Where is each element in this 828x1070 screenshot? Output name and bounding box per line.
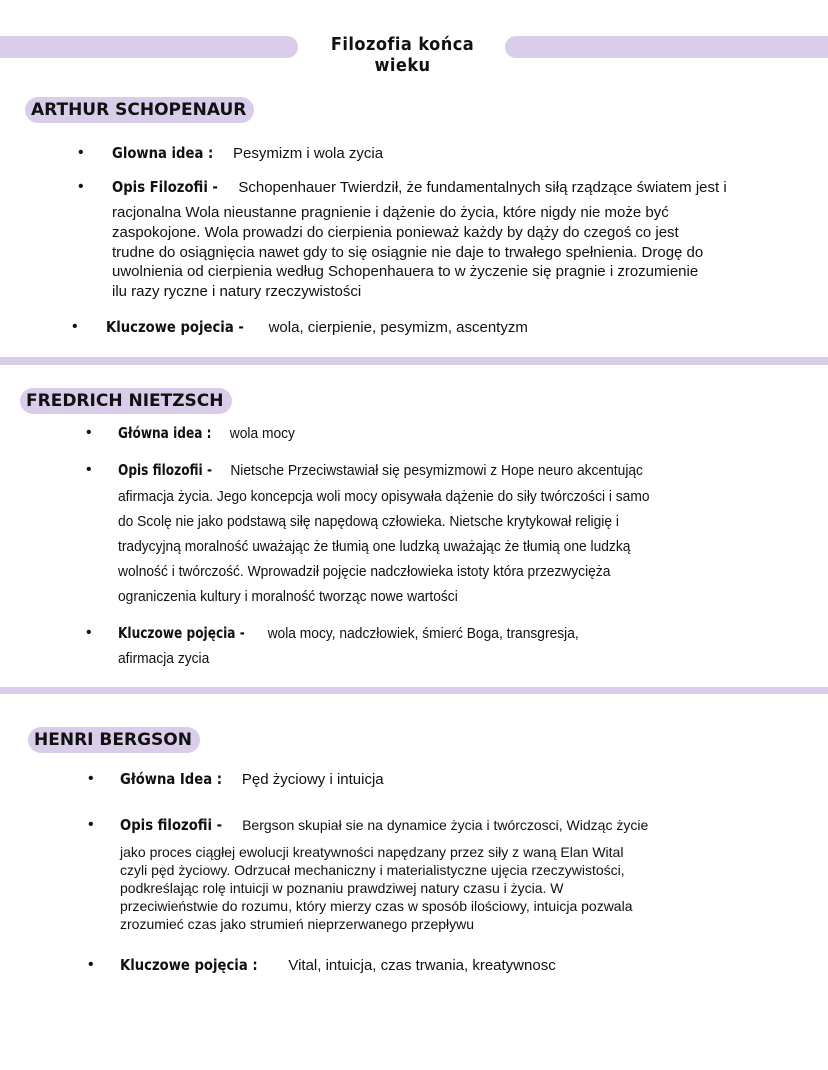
- main-idea: [120, 770, 384, 789]
- description-line: afirmacja życia. Jego koncepcja woli mocy opisywała dążenie do siły twórczości i samo: [118, 488, 650, 505]
- bullet: •: [88, 816, 94, 833]
- main-idea: [112, 144, 383, 163]
- description-label: Opis filozofii -: [120, 816, 223, 834]
- main-idea-label: Glowna idea :: [112, 144, 214, 162]
- bullet: •: [88, 956, 94, 973]
- section-heading: HENRI BERGSON: [28, 727, 200, 753]
- bullet: •: [86, 461, 92, 478]
- title-bar-left: [0, 36, 298, 58]
- key-concepts-text: wola mocy, nadczłowiek, śmierć Boga, transgresja,: [267, 625, 579, 642]
- key-concepts-text: wola, cierpienie, pesymizm, ascentyzm: [268, 319, 528, 336]
- description-line: jako proces ciągłej ewolucji kreatywności napędzany przez siły z waną Elan Wital: [120, 844, 624, 860]
- key-concepts-label: Kluczowe pojęcia :: [120, 956, 258, 974]
- description-line: trudne do osiągnięcia nawet gdy to się osiągnie nie daje to trwałego spełnienia. Drogę do: [112, 244, 704, 261]
- description-line: wolność i twórczość. Wprowadził pojęcie nadczłowieka istoty która przezwycięża: [118, 563, 611, 580]
- description-line: czyli pęd życiowy. Odrzucał mechaniczny i materialistyczne ujęcia rzeczywistości,: [120, 862, 625, 878]
- key-concepts: [106, 318, 528, 337]
- main-idea-value: Pesymizm i wola zycia: [233, 145, 384, 162]
- main-idea: [118, 424, 295, 443]
- description-line: ograniczenia kultury i moralność tworząc nowe wartości: [118, 588, 458, 605]
- description-first-line: [118, 461, 643, 480]
- bullet: •: [86, 424, 92, 441]
- bullet: •: [78, 144, 84, 161]
- description-line: zaspokojone. Wola prowadzi do cierpienia ponieważ każdy by dąży do czegoś co jest: [112, 224, 679, 241]
- main-idea-value: Pęd życiowy i intuicja: [241, 771, 384, 788]
- bullet: •: [78, 178, 84, 195]
- description-first-line: [112, 178, 727, 197]
- key-concepts-line: afirmacja zycia: [118, 650, 210, 667]
- description-text: Bergson skupiał sie na dynamice życia i twórczosci, Widząc życie: [242, 817, 649, 833]
- section-divider: [0, 687, 828, 694]
- section-heading: ARTHUR SCHOPENAUR: [25, 97, 254, 123]
- key-concepts-label: Kluczowe pojęcia -: [118, 624, 245, 642]
- description-label: Opis Filozofii -: [112, 178, 218, 196]
- key-concepts-label: Kluczowe pojecia -: [106, 318, 244, 336]
- key-concepts: [120, 956, 556, 975]
- description-line: tradycyjną moralność uważając że tłumią one ludzką uważając że tłumią one ludzką: [118, 538, 631, 555]
- description-line: zrozumieć czas jako strumień nieprzerwanego przepływu: [120, 916, 475, 932]
- section-heading: FREDRICH NIETZSCH: [20, 388, 232, 414]
- main-idea-label: Główna idea :: [118, 424, 212, 442]
- description-first-line: [120, 816, 648, 834]
- main-idea-label: Główna Idea :: [120, 770, 222, 788]
- description-line: racjonalna Wola nieustanne pragnienie i dążenie do życia, które nigdy nie może być: [112, 204, 669, 221]
- description-text: Nietsche Przeciwstawiał się pesymizmowi z Hope neuro akcentując: [230, 462, 643, 479]
- section-divider: [0, 357, 828, 365]
- bullet: •: [88, 770, 94, 787]
- description-text: Schopenhauer Twierdził, że fundamentalnych siłą rządzące światem jest i: [238, 179, 727, 196]
- description-line: przeciwieństwie do rozumu, który mierzy czas w sposób ilościowy, intuicja pozwala: [120, 898, 633, 914]
- bullet: •: [72, 318, 78, 335]
- description-line: do Scolę nie jako podstawą siłę napędową człowieka. Nietsche krytykował religię i: [118, 513, 619, 530]
- title-bar-right: [505, 36, 828, 58]
- description-label: Opis filozofii -: [118, 461, 212, 479]
- description-line: ilu razy ryczne i natury rzeczywistości: [112, 283, 362, 300]
- bullet: •: [86, 624, 92, 641]
- description-line: podkreślając rolę intuicji w poznaniu prawdziwej natury czasu i życia. W: [120, 880, 564, 896]
- description-line: uwolnienia od cierpienia według Schopenhauera to w życzenie się pragnie i zrozumienie: [112, 263, 699, 280]
- main-idea-value: wola mocy: [229, 425, 295, 442]
- page-title: Filozofia końca wieku: [330, 34, 475, 76]
- key-concepts-text: Vital, intuicja, czas trwania, kreatywnosc: [288, 957, 556, 974]
- key-concepts: [118, 624, 579, 643]
